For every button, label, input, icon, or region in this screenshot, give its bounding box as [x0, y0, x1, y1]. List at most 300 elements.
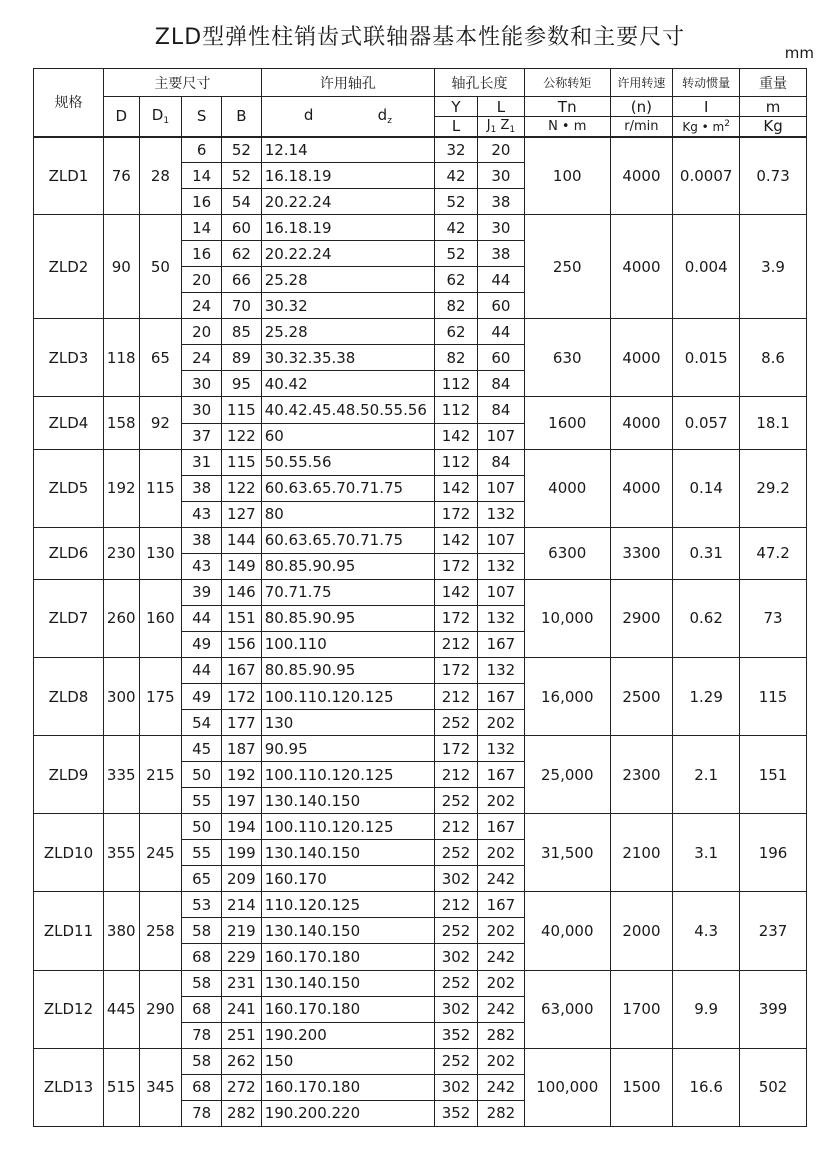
- l-length-cell: 167: [477, 892, 524, 918]
- d1-cell: 50: [139, 215, 182, 319]
- page-title: ZLD型弹性柱销齿式联轴器基本性能参数和主要尺寸: [154, 25, 686, 50]
- l-length-cell: 242: [477, 996, 524, 1022]
- y-length-cell: 252: [435, 788, 478, 814]
- col-m: m: [740, 97, 807, 117]
- y-length-cell: 142: [435, 475, 478, 501]
- table-row: [34, 657, 807, 683]
- bore-cell: 100.110.120.125: [261, 762, 434, 788]
- s-cell: 50: [182, 762, 222, 788]
- col-Y: Y: [435, 97, 478, 117]
- l-length-cell: 107: [477, 527, 524, 553]
- col-L: L: [477, 97, 524, 117]
- d1-cell: 245: [139, 814, 182, 892]
- torque-cell: 31,500: [524, 814, 610, 892]
- col-n: (n): [610, 97, 673, 117]
- speed-cell: 2300: [610, 736, 673, 814]
- weight-unit: Kg: [740, 117, 807, 137]
- b-cell: 127: [222, 501, 262, 527]
- model-cell: ZLD13: [34, 1048, 104, 1126]
- s-cell: 50: [182, 814, 222, 840]
- s-cell: 54: [182, 710, 222, 736]
- b-cell: 115: [222, 397, 262, 423]
- b-cell: 272: [222, 1074, 262, 1100]
- bore-cell: 16.18.19: [261, 215, 434, 241]
- y-length-cell: 42: [435, 163, 478, 189]
- y-length-cell: 62: [435, 267, 478, 293]
- y-length-cell: 172: [435, 657, 478, 683]
- y-length-cell: 252: [435, 710, 478, 736]
- s-cell: 38: [182, 527, 222, 553]
- table-row: [34, 397, 807, 423]
- weight-cell: 3.9: [740, 215, 807, 319]
- weight-cell: 196: [740, 814, 807, 892]
- y-length-cell: 212: [435, 631, 478, 657]
- bore-cell: 20.22.24: [261, 241, 434, 267]
- l-length-cell: 202: [477, 788, 524, 814]
- b-cell: 144: [222, 527, 262, 553]
- inertia-cell: 9.9: [673, 970, 740, 1048]
- bore-cell: 20.22.24: [261, 189, 434, 215]
- y-length-cell: 82: [435, 345, 478, 371]
- speed-cell: 4000: [610, 137, 673, 215]
- l-length-cell: 132: [477, 605, 524, 631]
- unit-label: mm: [784, 44, 814, 62]
- col-J1Z1: $J_1$ $Z_1$: [477, 117, 524, 137]
- l-length-cell: 202: [477, 970, 524, 996]
- b-cell: 262: [222, 1048, 262, 1074]
- s-cell: 16: [182, 241, 222, 267]
- y-length-cell: 52: [435, 241, 478, 267]
- bore-cell: 130.140.150: [261, 918, 434, 944]
- s-cell: 39: [182, 579, 222, 605]
- d-cell: 515: [103, 1048, 139, 1126]
- s-cell: 58: [182, 918, 222, 944]
- d1-cell: 115: [139, 449, 182, 527]
- torque-cell: 1600: [524, 397, 610, 449]
- inertia-cell: 0.31: [673, 527, 740, 579]
- table-row: [34, 137, 807, 163]
- bore-cell: 60: [261, 423, 434, 449]
- b-cell: 231: [222, 970, 262, 996]
- d-cell: 192: [103, 449, 139, 527]
- torque-cell: 40,000: [524, 892, 610, 970]
- y-length-cell: 302: [435, 866, 478, 892]
- y-length-cell: 212: [435, 892, 478, 918]
- l-length-cell: 38: [477, 189, 524, 215]
- weight-cell: 237: [740, 892, 807, 970]
- l-length-cell: 242: [477, 944, 524, 970]
- inertia-cell: 0.004: [673, 215, 740, 319]
- s-cell: 14: [182, 215, 222, 241]
- bore-cell: 160.170: [261, 866, 434, 892]
- inertia-cell: 1.29: [673, 657, 740, 735]
- b-cell: 194: [222, 814, 262, 840]
- table-header: [34, 69, 807, 137]
- b-cell: 122: [222, 475, 262, 501]
- y-length-cell: 352: [435, 1100, 478, 1126]
- inertia-cell: 2.1: [673, 736, 740, 814]
- bore-cell: 12.14: [261, 137, 434, 163]
- model-cell: ZLD1: [34, 137, 104, 215]
- bore-cell: 130.140.150: [261, 970, 434, 996]
- y-length-cell: 52: [435, 189, 478, 215]
- bore-cell: 130.140.150: [261, 840, 434, 866]
- y-length-cell: 352: [435, 1022, 478, 1048]
- y-length-cell: 172: [435, 501, 478, 527]
- d1-cell: 290: [139, 970, 182, 1048]
- d-cell: 355: [103, 814, 139, 892]
- l-length-cell: 242: [477, 866, 524, 892]
- b-cell: 214: [222, 892, 262, 918]
- torque-cell: 10,000: [524, 579, 610, 657]
- l-length-cell: 30: [477, 163, 524, 189]
- s-cell: 58: [182, 970, 222, 996]
- b-cell: 95: [222, 371, 262, 397]
- bore-cell: 80.85.90.95: [261, 553, 434, 579]
- s-cell: 55: [182, 840, 222, 866]
- b-cell: 229: [222, 944, 262, 970]
- col-B: B: [222, 97, 262, 137]
- speed-cell: 4000: [610, 397, 673, 449]
- allowed-bore-header: 许用轴孔: [261, 69, 434, 97]
- model-cell: ZLD3: [34, 319, 104, 397]
- y-length-cell: 252: [435, 840, 478, 866]
- speed-cell: 4000: [610, 215, 673, 319]
- model-cell: ZLD9: [34, 736, 104, 814]
- l-length-cell: 167: [477, 683, 524, 709]
- b-cell: 199: [222, 840, 262, 866]
- model-cell: ZLD10: [34, 814, 104, 892]
- model-cell: ZLD11: [34, 892, 104, 970]
- bore-cell: 25.28: [261, 267, 434, 293]
- y-length-cell: 252: [435, 1048, 478, 1074]
- table-row: [34, 970, 807, 996]
- model-header: 规格: [34, 69, 104, 137]
- speed-cell: 2100: [610, 814, 673, 892]
- s-cell: 20: [182, 267, 222, 293]
- l-length-cell: 44: [477, 267, 524, 293]
- bore-cell: 160.170.180: [261, 944, 434, 970]
- s-cell: 44: [182, 605, 222, 631]
- model-cell: ZLD12: [34, 970, 104, 1048]
- bore-cell: 70.71.75: [261, 579, 434, 605]
- l-length-cell: 202: [477, 710, 524, 736]
- b-cell: 70: [222, 293, 262, 319]
- bore-cell: 130.140.150: [261, 788, 434, 814]
- bore-cell: 80.85.90.95: [261, 605, 434, 631]
- speed-unit: r/min: [610, 117, 673, 137]
- l-length-cell: 30: [477, 215, 524, 241]
- y-length-cell: 252: [435, 918, 478, 944]
- l-length-cell: 84: [477, 371, 524, 397]
- y-length-cell: 302: [435, 944, 478, 970]
- weight-cell: 18.1: [740, 397, 807, 449]
- b-cell: 52: [222, 137, 262, 163]
- b-cell: 241: [222, 996, 262, 1022]
- torque-cell: 6300: [524, 527, 610, 579]
- y-length-cell: 172: [435, 605, 478, 631]
- y-length-cell: 142: [435, 579, 478, 605]
- s-cell: 49: [182, 631, 222, 657]
- bore-cell: 90.95: [261, 736, 434, 762]
- table-row: [34, 814, 807, 840]
- table-row: [34, 449, 807, 475]
- s-cell: 20: [182, 319, 222, 345]
- b-cell: 66: [222, 267, 262, 293]
- speed-cell: 1700: [610, 970, 673, 1048]
- bore-cell: 100.110.120.125: [261, 683, 434, 709]
- s-cell: 37: [182, 423, 222, 449]
- d-cell: 158: [103, 397, 139, 449]
- l-length-cell: 84: [477, 449, 524, 475]
- s-cell: 49: [182, 683, 222, 709]
- table-row: [34, 319, 807, 345]
- l-length-cell: 132: [477, 736, 524, 762]
- bore-cell: 40.42: [261, 371, 434, 397]
- torque-cell: 63,000: [524, 970, 610, 1048]
- l-length-cell: 107: [477, 475, 524, 501]
- b-cell: 60: [222, 215, 262, 241]
- s-cell: 78: [182, 1022, 222, 1048]
- torque-header: 公称转矩: [524, 69, 610, 97]
- b-cell: 62: [222, 241, 262, 267]
- table-row: [34, 736, 807, 762]
- y-length-cell: 112: [435, 371, 478, 397]
- weight-cell: 47.2: [740, 527, 807, 579]
- b-cell: 177: [222, 710, 262, 736]
- s-cell: 43: [182, 501, 222, 527]
- inertia-cell: 0.14: [673, 449, 740, 527]
- l-length-cell: 167: [477, 814, 524, 840]
- b-cell: 85: [222, 319, 262, 345]
- bore-length-header: 轴孔长度: [435, 69, 525, 97]
- spec-table: [33, 68, 807, 1127]
- torque-cell: 250: [524, 215, 610, 319]
- s-cell: 6: [182, 137, 222, 163]
- y-length-cell: 32: [435, 137, 478, 163]
- model-cell: ZLD4: [34, 397, 104, 449]
- l-length-cell: 132: [477, 553, 524, 579]
- l-length-cell: 202: [477, 918, 524, 944]
- l-length-cell: 20: [477, 137, 524, 163]
- y-length-cell: 172: [435, 553, 478, 579]
- b-cell: 219: [222, 918, 262, 944]
- s-cell: 65: [182, 866, 222, 892]
- b-cell: 192: [222, 762, 262, 788]
- s-cell: 30: [182, 371, 222, 397]
- table-row: [34, 215, 807, 241]
- y-length-cell: 142: [435, 527, 478, 553]
- b-cell: 167: [222, 657, 262, 683]
- d-cell: 118: [103, 319, 139, 397]
- torque-cell: 100,000: [524, 1048, 610, 1126]
- s-cell: 58: [182, 1048, 222, 1074]
- weight-cell: 29.2: [740, 449, 807, 527]
- torque-cell: 4000: [524, 449, 610, 527]
- d1-cell: 130: [139, 527, 182, 579]
- l-length-cell: 60: [477, 293, 524, 319]
- d1-cell: 92: [139, 397, 182, 449]
- l-length-cell: 107: [477, 579, 524, 605]
- d-cell: 380: [103, 892, 139, 970]
- inertia-header: 转动惯量: [673, 69, 740, 97]
- table-row: [34, 1048, 807, 1074]
- y-length-cell: 252: [435, 970, 478, 996]
- y-length-cell: 112: [435, 397, 478, 423]
- s-cell: 16: [182, 189, 222, 215]
- s-cell: 68: [182, 996, 222, 1022]
- b-cell: 89: [222, 345, 262, 371]
- d1-cell: 258: [139, 892, 182, 970]
- s-cell: 44: [182, 657, 222, 683]
- d1-cell: 215: [139, 736, 182, 814]
- s-cell: 78: [182, 1100, 222, 1126]
- l-length-cell: 132: [477, 657, 524, 683]
- bore-cell: 190.200: [261, 1022, 434, 1048]
- bore-cell: 60.63.65.70.71.75: [261, 475, 434, 501]
- table-row: [34, 527, 807, 553]
- y-length-cell: 62: [435, 319, 478, 345]
- col-D1: $D_1$: [139, 97, 182, 137]
- bore-cell: 60.63.65.70.71.75: [261, 527, 434, 553]
- d-cell: 76: [103, 137, 139, 215]
- d-cell: 300: [103, 657, 139, 735]
- weight-header: 重量: [740, 69, 807, 97]
- table-row: [34, 892, 807, 918]
- weight-cell: 115: [740, 657, 807, 735]
- l-length-cell: 282: [477, 1022, 524, 1048]
- torque-unit: N • m: [524, 117, 610, 137]
- d1-cell: 28: [139, 137, 182, 215]
- b-cell: 172: [222, 683, 262, 709]
- weight-cell: 0.73: [740, 137, 807, 215]
- bore-cell: 100.110.120.125: [261, 814, 434, 840]
- s-cell: 53: [182, 892, 222, 918]
- bore-cell: 150: [261, 1048, 434, 1074]
- bore-cell: 16.18.19: [261, 163, 434, 189]
- y-length-cell: 172: [435, 736, 478, 762]
- model-cell: ZLD6: [34, 527, 104, 579]
- b-cell: 282: [222, 1100, 262, 1126]
- speed-cell: 4000: [610, 449, 673, 527]
- l-length-cell: 84: [477, 397, 524, 423]
- s-cell: 38: [182, 475, 222, 501]
- table-row: [34, 579, 807, 605]
- b-cell: 115: [222, 449, 262, 475]
- torque-cell: 16,000: [524, 657, 610, 735]
- b-cell: 251: [222, 1022, 262, 1048]
- weight-cell: 151: [740, 736, 807, 814]
- l-length-cell: 202: [477, 1048, 524, 1074]
- inertia-cell: 16.6: [673, 1048, 740, 1126]
- bore-cell: 80: [261, 501, 434, 527]
- bore-cell: 50.55.56: [261, 449, 434, 475]
- speed-cell: 2000: [610, 892, 673, 970]
- y-length-cell: 302: [435, 1074, 478, 1100]
- weight-cell: 8.6: [740, 319, 807, 397]
- weight-cell: 502: [740, 1048, 807, 1126]
- bore-cell: 30.32.35.38: [261, 345, 434, 371]
- speed-cell: 3300: [610, 527, 673, 579]
- l-length-cell: 167: [477, 631, 524, 657]
- y-length-cell: 82: [435, 293, 478, 319]
- col-L2: L: [435, 117, 478, 137]
- s-cell: 68: [182, 1074, 222, 1100]
- bore-cell: 110.120.125: [261, 892, 434, 918]
- col-Tn: Tn: [524, 97, 610, 117]
- b-cell: 151: [222, 605, 262, 631]
- l-length-cell: 202: [477, 840, 524, 866]
- s-cell: 31: [182, 449, 222, 475]
- col-S: S: [182, 97, 222, 137]
- d1-cell: 345: [139, 1048, 182, 1126]
- l-length-cell: 132: [477, 501, 524, 527]
- s-cell: 43: [182, 553, 222, 579]
- bore-cell: 25.28: [261, 319, 434, 345]
- y-length-cell: 112: [435, 449, 478, 475]
- d-cell: 445: [103, 970, 139, 1048]
- model-cell: ZLD2: [34, 215, 104, 319]
- bore-cell: 30.32: [261, 293, 434, 319]
- d-cell: 90: [103, 215, 139, 319]
- b-cell: 54: [222, 189, 262, 215]
- y-length-cell: 142: [435, 423, 478, 449]
- b-cell: 209: [222, 866, 262, 892]
- table-body: [34, 137, 807, 1127]
- col-bore-d: d $d_z$: [261, 97, 434, 137]
- l-length-cell: 44: [477, 319, 524, 345]
- bore-cell: 80.85.90.95: [261, 657, 434, 683]
- col-D: D: [103, 97, 139, 137]
- speed-cell: 2500: [610, 657, 673, 735]
- weight-cell: 399: [740, 970, 807, 1048]
- b-cell: 187: [222, 736, 262, 762]
- s-cell: 55: [182, 788, 222, 814]
- b-cell: 149: [222, 553, 262, 579]
- l-length-cell: 38: [477, 241, 524, 267]
- inertia-cell: 0.0007: [673, 137, 740, 215]
- s-cell: 30: [182, 397, 222, 423]
- bore-cell: 160.170.180: [261, 996, 434, 1022]
- y-length-cell: 42: [435, 215, 478, 241]
- y-length-cell: 212: [435, 762, 478, 788]
- b-cell: 156: [222, 631, 262, 657]
- speed-cell: 1500: [610, 1048, 673, 1126]
- speed-cell: 4000: [610, 319, 673, 397]
- bore-cell: 160.170.180: [261, 1074, 434, 1100]
- d-cell: 335: [103, 736, 139, 814]
- d1-cell: 175: [139, 657, 182, 735]
- b-cell: 122: [222, 423, 262, 449]
- torque-cell: 630: [524, 319, 610, 397]
- bore-cell: 40.42.45.48.50.55.56: [261, 397, 434, 423]
- inertia-cell: 0.62: [673, 579, 740, 657]
- bore-cell: 190.200.220: [261, 1100, 434, 1126]
- l-length-cell: 242: [477, 1074, 524, 1100]
- y-length-cell: 212: [435, 683, 478, 709]
- b-cell: 52: [222, 163, 262, 189]
- col-I: I: [673, 97, 740, 117]
- d1-cell: 160: [139, 579, 182, 657]
- s-cell: 24: [182, 345, 222, 371]
- y-length-cell: 212: [435, 814, 478, 840]
- model-cell: ZLD8: [34, 657, 104, 735]
- b-cell: 197: [222, 788, 262, 814]
- inertia-cell: 0.057: [673, 397, 740, 449]
- l-length-cell: 107: [477, 423, 524, 449]
- torque-cell: 100: [524, 137, 610, 215]
- d-cell: 230: [103, 527, 139, 579]
